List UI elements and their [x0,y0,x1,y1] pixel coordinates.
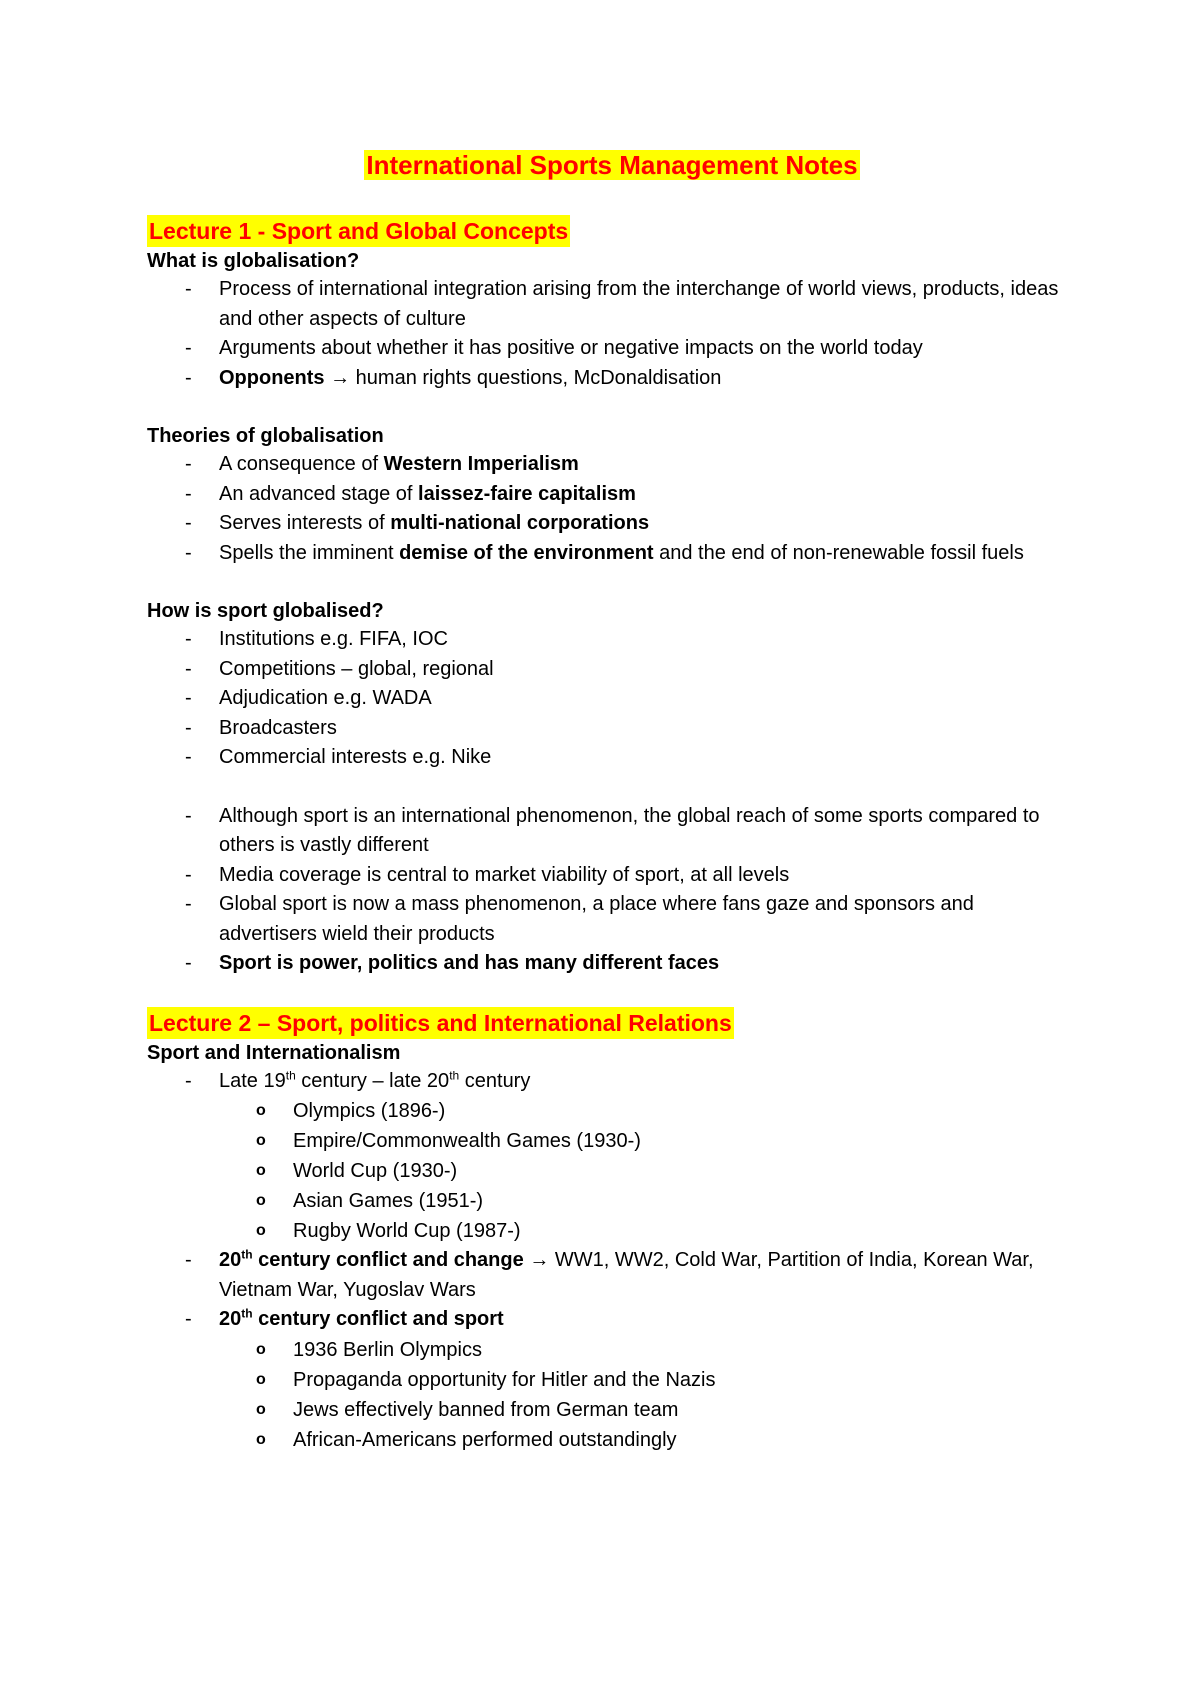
list-item-text: Rugby World Cup (1987-) [293,1220,521,1242]
events-sublist [147,1096,1077,1246]
dash-bullet: - [185,893,192,915]
list-item-text: Jews effectively banned from German team [293,1398,679,1421]
list-item-text: Arguments about whether it has positive or negative impacts on the world today [219,337,923,359]
dash-bullet: - [185,687,192,709]
points-list [147,802,1077,979]
dash-bullet: - [185,1069,192,1092]
list-item [147,861,1077,891]
dash-bullet: - [185,453,192,475]
dash-bullet: - [185,1308,192,1330]
sub-list-item [147,1186,1077,1216]
list-item [147,714,1077,744]
what-is-globalisation-heading: What is globalisation? [147,250,360,272]
list-item-text: Adjudication e.g. WADA [219,687,432,709]
list-item [147,1067,1077,1097]
document-page [147,150,1077,1455]
superscript: th [241,1306,253,1321]
internationalism-heading: Sport and Internationalism [147,1041,401,1064]
list-item-text: An advanced stage of [219,482,419,505]
dash-bullet: - [185,952,192,974]
arrow-icon: → [529,1249,550,1271]
list-item [147,802,1077,861]
list-item-text: WW1, WW2, Cold War, Partition of India, Korean War, Vietnam War, Yugoslav Wars [219,1249,1034,1301]
dash-bullet: - [185,746,192,768]
sub-list-item [147,1156,1077,1186]
list-item-text: World Cup (1930-) [293,1160,458,1182]
lecture-2-section [147,1007,1077,1455]
sub-list-item [147,1335,1077,1365]
list-item-text: and the end of non-renewable fossil fuels [653,541,1024,564]
sub-list-item [147,1425,1077,1455]
sub-list-item [147,1395,1077,1425]
list-item [147,1305,1077,1335]
list-item [147,625,1077,655]
dash-bullet: - [185,804,192,827]
circle-bullet-icon: o [256,1102,266,1119]
list-item-bold: Sport is power, politics and has many different faces [219,952,720,974]
list-item-text: Media coverage is central to market viability of sport, at all levels [219,863,790,886]
how-sport-globalised-heading: How is sport globalised? [147,600,384,622]
list-item [147,480,1077,510]
circle-bullet-icon: o [256,1222,266,1239]
list-item [147,1246,1077,1305]
arrow-icon: → [330,366,351,389]
list-item-bold: multi-national corporations [390,512,650,534]
list-item [147,509,1077,539]
list-item-text: Serves interests of [219,512,391,534]
list-item-bold: 20 [219,1308,242,1330]
circle-bullet-icon: o [256,1370,266,1388]
list-item-text: Global sport is now a mass phenomenon, a place where fans gaze and sponsors and advertisers wield their products [219,893,974,945]
circle-bullet-icon: o [256,1400,266,1418]
dash-bullet: - [185,1249,192,1271]
globalisation-list [147,275,1077,393]
list-item-text: A consequence of [219,453,384,475]
list-item [147,684,1077,714]
list-item [147,334,1077,364]
dash-bullet: - [185,278,192,300]
list-item-bold: Western Imperialism [383,453,579,475]
dash-bullet: - [185,541,192,564]
title-row [147,150,1077,181]
superscript: th [285,1067,296,1082]
list-item [147,949,1077,979]
dash-bullet: - [185,863,192,886]
list-item-text: Broadcasters [219,716,337,739]
list-item-text: century – late 20 [295,1069,450,1092]
circle-bullet-icon: o [256,1340,266,1358]
dash-bullet: - [185,657,192,680]
sub-list-item [147,1216,1077,1246]
list-item-bold: 20 [219,1249,242,1271]
list-item [147,364,1077,394]
how-list [147,625,1077,773]
circle-bullet-icon: o [256,1430,266,1448]
list-item-bold: century conflict and change [252,1249,524,1271]
page-title: International Sports Management Notes [366,150,858,180]
list-item-text: Commercial interests e.g. Nike [219,746,492,768]
list-item-text: Late 19 [219,1069,286,1092]
list-item-bold: demise of the environment [399,541,654,564]
theories-list [147,450,1077,568]
lecture-2-heading: Lecture 2 – Sport, politics and International Relations [147,1007,734,1039]
list-item-text: Although sport is an international phenomenon, the global reach of some sports compared to others is vastly different [219,804,1040,856]
dash-bullet: - [185,512,192,534]
dash-bullet: - [185,337,192,359]
list-item-bold: laissez-faire capitalism [418,482,636,505]
circle-bullet-icon: o [256,1162,266,1179]
conflict-list [147,1246,1077,1335]
superscript: th [449,1067,460,1082]
list-item [147,275,1077,334]
dash-bullet: - [185,716,192,739]
list-item-text: Competitions – global, regional [219,657,494,680]
list-item-text: century [459,1069,531,1092]
list-item [147,743,1077,773]
list-item [147,655,1077,685]
list-item-text: Propaganda opportunity for Hitler and the Nazis [293,1368,716,1391]
list-item-text: African-Americans performed outstandingly [293,1428,677,1451]
list-item-bold: century conflict and sport [252,1308,504,1330]
sub-list-item [147,1365,1077,1395]
list-item-text: Olympics (1896-) [293,1100,446,1122]
lecture-1-heading: Lecture 1 - Sport and Global Concepts [147,215,570,247]
lecture-1-section [147,215,1077,979]
list-item [147,450,1077,480]
list-item-text: human rights questions, McDonaldisation [350,366,722,389]
circle-bullet-icon: o [256,1132,266,1149]
superscript: th [241,1247,253,1262]
list-item-text: Asian Games (1951-) [293,1190,484,1212]
list-item [147,890,1077,949]
conflict-sport-sublist [147,1335,1077,1455]
list-item-text: Process of international integration arising from the interchange of world views, products, ideas and other aspects of culture [219,278,1059,330]
list-item-text: 1936 Berlin Olympics [293,1338,482,1361]
dash-bullet: - [185,482,192,505]
theories-heading: Theories of globalisation [147,425,384,447]
list-item-text: Institutions e.g. FIFA, IOC [219,628,448,650]
dash-bullet: - [185,366,192,389]
opponents-label: Opponents [219,366,325,389]
list-item-text: Spells the imminent [219,541,400,564]
sub-list-item [147,1126,1077,1156]
sub-list-item [147,1096,1077,1126]
list-item-text: Empire/Commonwealth Games (1930-) [293,1130,641,1152]
dash-bullet: - [185,628,192,650]
list-item [147,539,1077,569]
internationalism-list [147,1067,1077,1097]
circle-bullet-icon: o [256,1192,266,1209]
